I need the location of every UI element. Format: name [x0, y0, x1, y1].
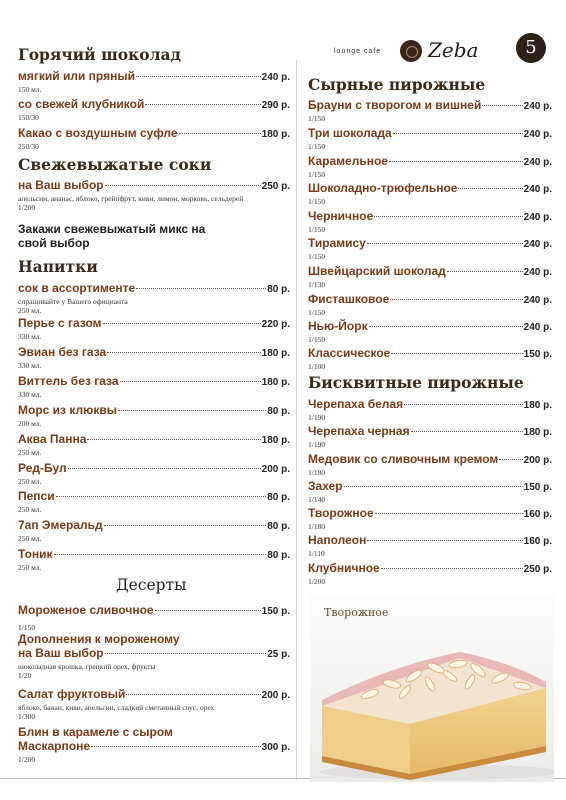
menu-item — [18, 603, 290, 632]
item-weight: 1/200 — [18, 755, 36, 764]
item-weight: 1/150 — [308, 170, 326, 179]
item-weight: 1/20 — [18, 671, 32, 680]
item-name: Тирамису — [308, 236, 366, 250]
item-name: Шоколадно-трюфельное — [308, 181, 458, 195]
item-name: Классическое — [308, 346, 391, 360]
item-name: мягкий или пряный — [18, 69, 135, 83]
item-name: 7ап Эмеральд — [18, 518, 103, 532]
item-name-line2: на Ваш выбор — [18, 646, 104, 660]
menu-item — [18, 518, 290, 543]
menu-item — [308, 452, 552, 477]
item-price: 240 р. — [523, 267, 552, 278]
dessert-photo — [310, 596, 554, 782]
menu-item — [18, 687, 290, 721]
item-weight: 1/150 — [308, 308, 326, 317]
item-price: 180 р. — [261, 348, 290, 359]
item-weight: 330 мл. — [18, 361, 42, 370]
item-name: Какао с воздушным суфле — [18, 126, 178, 140]
logo-name: Zeba — [428, 38, 479, 62]
item-weight: 1/200 — [18, 203, 36, 212]
section-title-juices: Свежевыжатые соки — [18, 155, 212, 174]
menu-item — [18, 632, 290, 680]
item-name: Три шоколада — [308, 126, 392, 140]
menu-item — [308, 424, 552, 449]
menu-item — [18, 316, 290, 341]
item-name: сок в ассортименте — [18, 281, 136, 295]
item-weight: 1/190 — [308, 440, 326, 449]
item-weight: 1/180 — [308, 522, 326, 531]
item-price: 200 р. — [523, 455, 552, 466]
item-weight: 250 мл. — [18, 306, 42, 315]
item-weight: 1/190 — [308, 413, 326, 422]
item-weight: 1/150 — [308, 142, 326, 151]
logo-emblem-icon — [400, 40, 422, 62]
menu-item — [308, 98, 552, 123]
item-price: 150 р. — [523, 482, 552, 493]
item-name: Тоник — [18, 547, 53, 561]
menu-item — [18, 345, 290, 370]
menu-item — [18, 97, 290, 122]
item-price: 200 р. — [261, 464, 290, 475]
menu-item — [308, 561, 552, 586]
item-price: 150 р. — [261, 606, 290, 617]
item-price: 220 р. — [261, 319, 290, 330]
item-description: шоколадная крошка, грецкий орех, фрукты — [18, 662, 156, 671]
item-price: 250 р. — [523, 564, 552, 575]
item-price: 200 р. — [261, 690, 290, 701]
menu-item — [308, 346, 552, 371]
item-weight: 1/150 — [308, 335, 326, 344]
item-name: Мороженое сливочное — [18, 603, 154, 617]
item-price: 250 р. — [261, 181, 290, 192]
menu-item — [308, 264, 552, 289]
menu-item — [308, 292, 552, 317]
item-name: Черепаха белая — [308, 397, 404, 411]
item-price: 80 р. — [267, 284, 290, 295]
item-price: 240 р. — [523, 157, 552, 168]
menu-item — [308, 209, 552, 234]
item-weight: 1/110 — [308, 549, 325, 558]
item-price: 180 р. — [261, 435, 290, 446]
item-name: Виттель без газа — [18, 374, 119, 388]
item-weight: 1/150 — [308, 225, 326, 234]
item-price: 180 р. — [261, 377, 290, 388]
item-price: 25 р. — [267, 649, 290, 660]
section-title-hot-chocolate: Горячий шоколад — [18, 45, 181, 64]
item-price: 80 р. — [267, 550, 290, 561]
item-name: Перье с газом — [18, 316, 102, 330]
item-price: 180 р. — [261, 129, 290, 140]
section-title-desserts: Десерты — [116, 576, 187, 594]
menu-item — [18, 126, 290, 151]
menu-item — [18, 281, 290, 315]
column-divider — [296, 60, 297, 780]
item-price: 240 р. — [523, 239, 552, 250]
item-weight: 150/30 — [18, 113, 39, 122]
menu-item — [308, 506, 552, 531]
item-weight: 1/150 — [308, 252, 326, 261]
item-name: Нью-Йорк — [308, 319, 368, 333]
menu-item — [308, 533, 552, 558]
item-weight: 1/200 — [308, 577, 326, 586]
item-weight: 1/150 — [18, 623, 36, 632]
menu-item — [18, 69, 290, 94]
promo-line-1: Закажи свежевыжатый микс на — [18, 222, 206, 236]
menu-item — [18, 547, 290, 572]
item-name: Захер — [308, 479, 343, 493]
item-name: Салат фруктовый — [18, 687, 126, 701]
item-weight: 1/150 — [308, 114, 326, 123]
item-price: 180 р. — [523, 400, 552, 411]
menu-item — [18, 489, 290, 514]
item-name: Наполеон — [308, 533, 367, 547]
menu-item — [308, 154, 552, 179]
menu-item — [308, 319, 552, 344]
item-name: Ред-Бул — [18, 461, 67, 475]
item-price: 150 р. — [523, 349, 552, 360]
item-price: 240 р. — [261, 72, 290, 83]
section-title-drinks: Напитки — [18, 257, 98, 276]
menu-item — [18, 725, 290, 764]
item-price: 240 р. — [523, 184, 552, 195]
item-price: 240 р. — [523, 212, 552, 223]
item-weight: 1/140 — [308, 495, 326, 504]
menu-item — [308, 479, 552, 504]
item-weight: 150 мл. — [18, 85, 42, 94]
promo-line-2: свой выбор — [18, 236, 90, 250]
item-name: Черничное — [308, 209, 374, 223]
item-weight: 250 мл. — [18, 505, 42, 514]
item-name-line2: Маскарпоне — [18, 739, 90, 753]
item-price: 240 р. — [523, 101, 552, 112]
item-price: 180 р. — [523, 427, 552, 438]
item-price: 160 р. — [523, 536, 552, 547]
item-name: Пепси — [18, 489, 55, 503]
logo-subtitle: lounge cafe — [334, 48, 382, 55]
item-description: апельсин, ананас, яблоко, грейпфрут, киви, лимон, морковь, сельдерей — [18, 194, 244, 203]
item-price: 80 р. — [267, 521, 290, 532]
item-weight: 1/130 — [308, 280, 326, 289]
item-name: Карамельное — [308, 154, 388, 168]
item-name: со свежей клубникой — [18, 97, 145, 111]
item-price: 80 р. — [267, 492, 290, 503]
menu-item — [18, 432, 290, 457]
menu-item — [308, 126, 552, 151]
item-price: 240 р. — [523, 129, 552, 140]
item-weight: 250 мл. — [18, 534, 42, 543]
item-name: Брауни с творогом и вишней — [308, 98, 482, 112]
item-name: Фисташковое — [308, 292, 390, 306]
item-price: 300 р. — [261, 742, 290, 753]
item-weight: 1/150 — [308, 197, 326, 206]
menu-item — [18, 178, 290, 212]
item-price: 80 р. — [267, 406, 290, 417]
item-price: 160 р. — [523, 509, 552, 520]
cafe-logo — [334, 38, 494, 62]
item-weight: 200 мл. — [18, 419, 42, 428]
item-weight: 330 мл. — [18, 332, 42, 341]
item-price: 290 р. — [261, 100, 290, 111]
item-name: Медовик со сливочным кремом — [308, 452, 499, 466]
item-name: Швейцарский шоколад — [308, 264, 446, 278]
item-name: Клубничное — [308, 561, 380, 575]
item-weight: 250 мл. — [18, 448, 42, 457]
item-name: Черепаха черная — [308, 424, 410, 438]
cheesecake-illustration — [310, 596, 554, 782]
item-name: Морс из клюквы — [18, 403, 117, 417]
menu-item — [18, 461, 290, 486]
item-description: спрашивайте у Вашего официанта — [18, 297, 128, 306]
menu-item — [308, 236, 552, 261]
item-weight: 1/100 — [308, 362, 326, 371]
menu-item — [308, 397, 552, 422]
section-title-cheese-cakes: Сырные пирожные — [308, 75, 486, 94]
item-weight: 250 мл. — [18, 563, 42, 572]
item-weight: 1/300 — [18, 712, 36, 721]
item-weight: 250 мл. — [18, 477, 42, 486]
item-name: Эвиан без газа — [18, 345, 107, 359]
item-price: 240 р. — [523, 322, 552, 333]
item-description: яблоко, банан, киви, апельсин, сладкий сметанный соус, орех — [18, 703, 215, 712]
menu-item — [18, 374, 290, 399]
item-name: Творожное — [308, 506, 374, 520]
item-name: Аква Панна — [18, 432, 87, 446]
item-weight: 250/30 — [18, 142, 39, 151]
item-name: на Ваш выбор — [18, 178, 104, 192]
item-price: 240 р. — [523, 295, 552, 306]
menu-item — [308, 181, 552, 206]
item-name: Блин в карамеле с сыром — [18, 725, 173, 739]
item-name: Дополнения к мороженому — [18, 632, 180, 646]
item-weight: 330 мл. — [18, 390, 42, 399]
menu-item — [18, 403, 290, 428]
photo-caption: Творожное — [324, 606, 389, 619]
section-title-biscuit-cakes: Бисквитные пирожные — [308, 373, 524, 392]
item-weight: 1/180 — [308, 468, 326, 477]
page-number: 5 — [516, 33, 546, 63]
